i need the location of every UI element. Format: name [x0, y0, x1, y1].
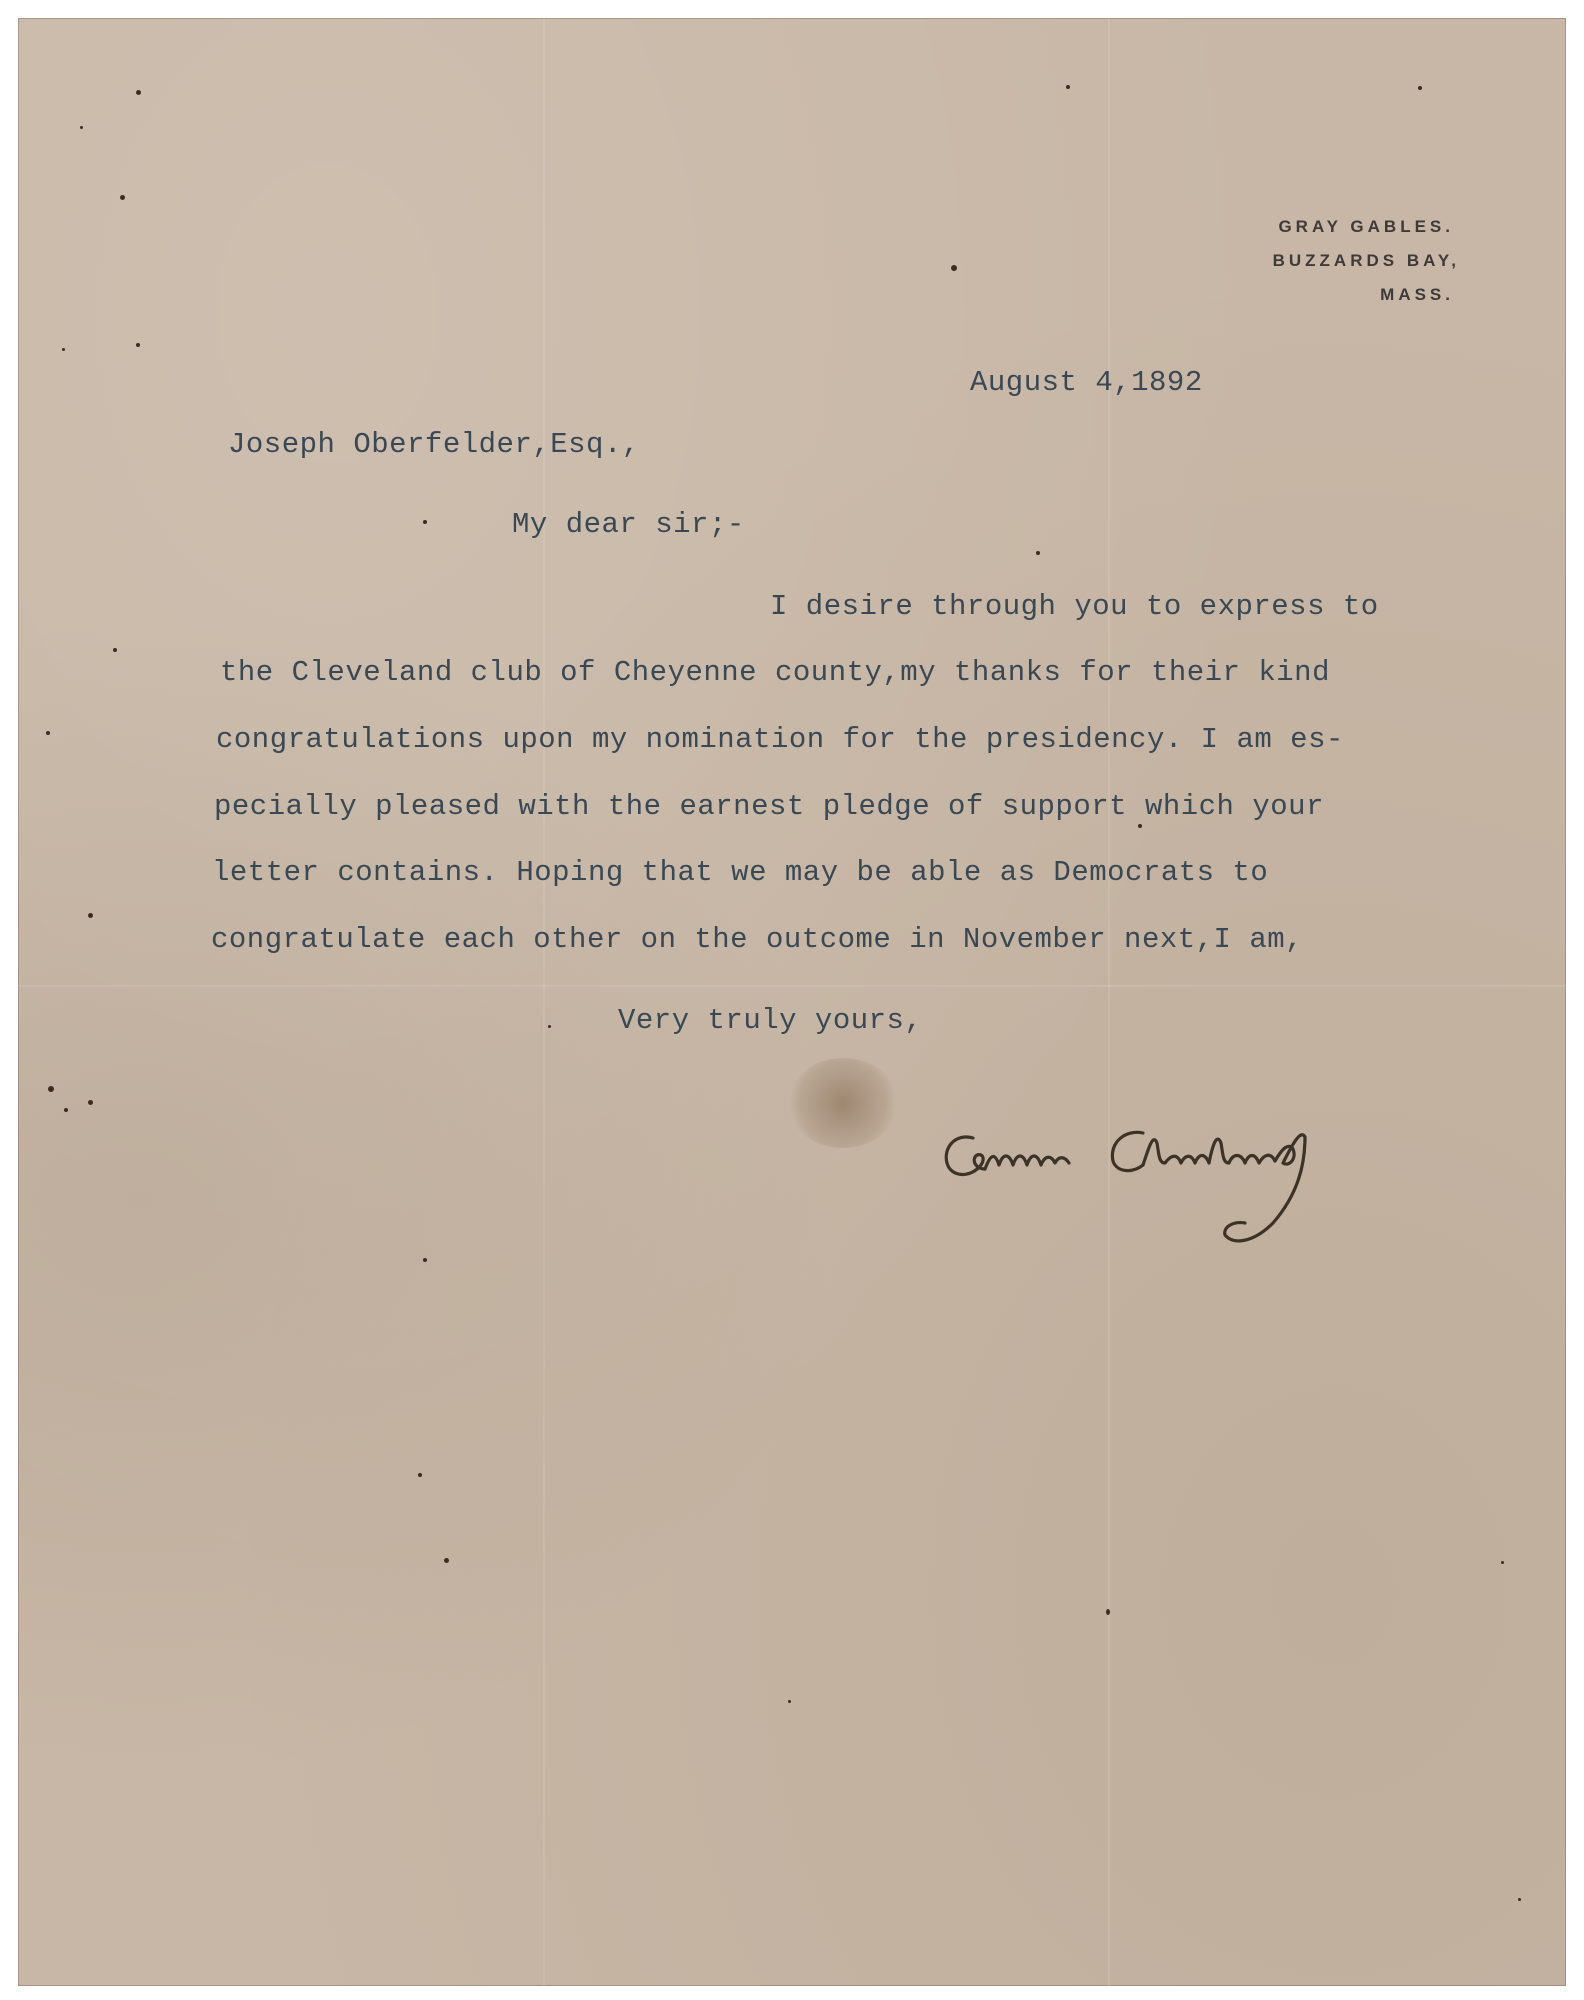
- handwritten-signature: [933, 1103, 1393, 1253]
- body-line-4: pecially pleased with the earnest pledge of support which your: [214, 790, 1324, 823]
- paper-speck: [64, 1108, 68, 1112]
- letterhead-line-2: BUZZARDS BAY,: [1272, 251, 1460, 270]
- paper-speck: [444, 1558, 449, 1563]
- paper-speck: [1066, 85, 1070, 89]
- paper-speck: [48, 1086, 54, 1092]
- paper-speck: [548, 1025, 551, 1028]
- paper-speck: [80, 126, 83, 129]
- body-line-6: congratulate each other on the outcome in November next,I am,: [211, 923, 1304, 956]
- paper-speck: [120, 195, 125, 200]
- letter-salutation: My dear sir;-: [512, 508, 745, 541]
- paper-speck: [788, 1700, 791, 1703]
- paper-speck: [136, 90, 141, 95]
- paper-speck: [423, 1258, 427, 1262]
- body-line-3: congratulations upon my nomination for the presidency. I am es-: [216, 723, 1344, 756]
- paper-speck: [418, 1473, 422, 1477]
- fold-line-vertical-1: [543, 18, 545, 1986]
- paper-speck: [1138, 824, 1142, 828]
- paper-speck: [113, 648, 117, 652]
- paper-speck: [423, 520, 427, 524]
- paper-speck: [62, 348, 65, 351]
- body-line-2: the Cleveland club of Cheyenne county,my thanks for their kind: [220, 656, 1330, 689]
- letter-page: [18, 18, 1566, 1986]
- ink-stain: [788, 1058, 898, 1148]
- letter-date: August 4,1892: [970, 366, 1203, 399]
- letter-closing: Very truly yours,: [618, 1004, 923, 1037]
- paper-speck: [1418, 86, 1422, 90]
- paper-speck: [88, 913, 93, 918]
- body-line-1: I desire through you to express to: [770, 590, 1379, 623]
- paper-speck: [1518, 1898, 1521, 1901]
- letterhead-line-1: GRAY GABLES.: [1278, 217, 1454, 236]
- letterhead: [1272, 210, 1460, 312]
- letter-recipient: Joseph Oberfelder,Esq.,: [228, 428, 640, 461]
- paper-speck: [46, 731, 50, 735]
- paper-speck: [1501, 1561, 1504, 1564]
- paper-speck: [1106, 1609, 1110, 1615]
- letterhead-line-3: MASS.: [1380, 285, 1454, 304]
- fold-line-horizontal: [18, 985, 1566, 987]
- paper-speck: [136, 343, 140, 347]
- fold-line-vertical-2: [1108, 18, 1110, 1986]
- paper-speck: [1036, 551, 1040, 555]
- paper-speck: [951, 265, 957, 271]
- body-line-5: letter contains. Hoping that we may be able as Democrats to: [212, 856, 1269, 889]
- paper-speck: [88, 1100, 93, 1105]
